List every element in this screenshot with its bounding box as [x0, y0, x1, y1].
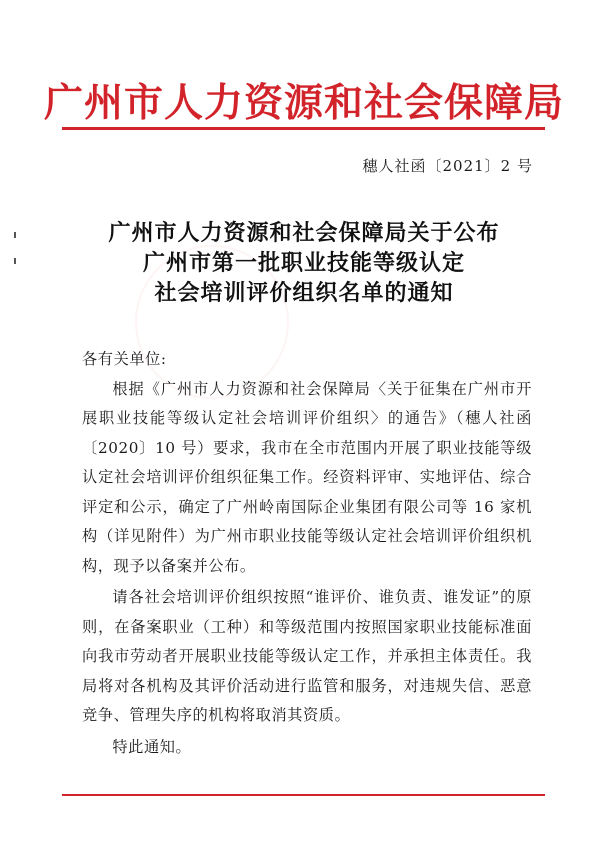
- document-number: 穗人社函〔2021〕2 号: [362, 157, 533, 175]
- notice-title-line-1: 广州市人力资源和社会保障局关于公布: [108, 220, 500, 246]
- body-paragraph-1: 根据《广州市人力资源和社会保障局〈关于征集在广州市开展职业技能等级认定社会培训评价组织〉的通告》（穗人社函〔2020〕10 号）要求，我市在全市范围内开展了职业技能等级认定社会培训评价组织征集工作。经资料评审、实地评估、综合评定和公示，确定了广州岭南国际企业集团有限公司等 16 家机构（详见附件）为广州市职业技能等级认定社会培训评价组织机构，现予以备案并公布。: [82, 379, 532, 575]
- scan-margin-mark: [14, 232, 16, 238]
- body-paragraph-2: 请各社会培训评价组织按照“谁评价、谁负责、谁发证”的原则，在备案职业（工种）和等级范围内按照国家职业技能标准面向我市劳动者开展职业技能等级认定工作，并承担主体责任。我局将对各机构及其评价活动进行监管和服务，对违规失信、恶意竞争、管理失序的机构将取消其资质。: [82, 588, 532, 724]
- notice-body: [82, 345, 532, 762]
- notice-title-line-2: 广州市第一批职业技能等级认定: [142, 250, 465, 276]
- scan-margin-mark: [14, 258, 16, 264]
- letterhead-red-rule: [62, 127, 545, 130]
- letterhead-org-name: 广州市人力资源和社会保障局: [43, 80, 564, 126]
- notice-title-line-3: 社会培训评价组织名单的通知: [154, 280, 454, 306]
- notice-title: [0, 218, 608, 308]
- salutation: 各有关单位:: [82, 350, 167, 368]
- closing-line: 特此通知。: [112, 737, 192, 756]
- footer-red-rule: [62, 794, 545, 796]
